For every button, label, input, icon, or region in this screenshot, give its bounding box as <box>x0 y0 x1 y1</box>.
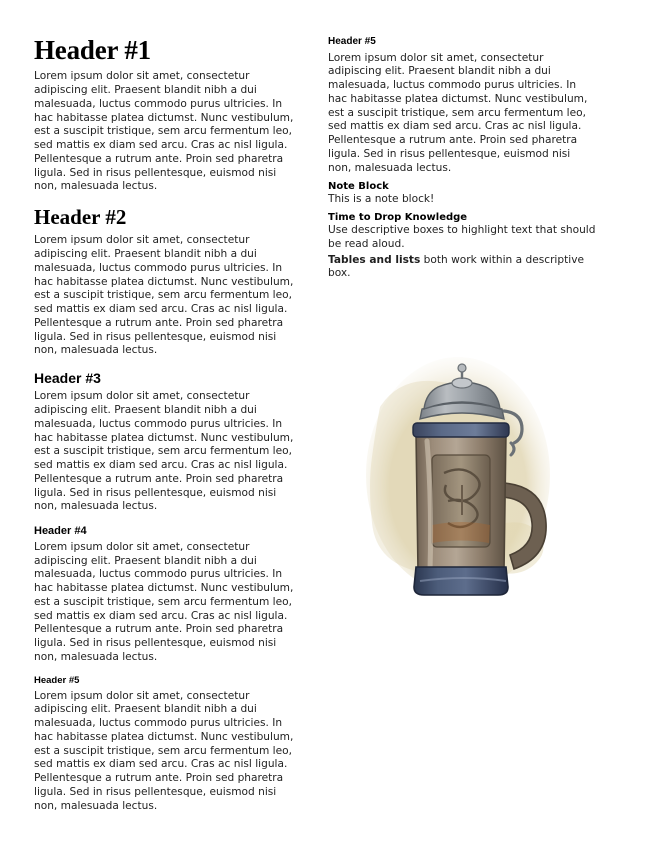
descriptive-block-title: Time to Drop Knowledge <box>328 212 468 224</box>
heading-level-2: Header #2 <box>34 205 127 230</box>
heading-level-1: Header #1 <box>34 35 151 65</box>
note-block <box>328 181 596 207</box>
two-column-layout <box>34 36 618 816</box>
paragraph-5: Lorem ipsum dolor sit amet, consectetur adipiscing elit. Praesent blandit nibh a dui malesuada, luctus commodo purus ultricies. In hac habitasse platea dictumst. Nunc vestibulum, est a suscipit tristique, sem arcu fermentum leo, sed mattis ex diam sed arcu. Cras ac nisl ligula. Pellentesque a rutrum ante. Proin sed pharetra ligula. Sed in risus pellentesque, euismod nisi non, malesuada lectus. <box>34 689 294 812</box>
descriptive-block-trailing <box>328 254 596 282</box>
paragraph-3: Lorem ipsum dolor sit amet, consectetur adipiscing elit. Praesent blandit nibh a dui malesuada, luctus commodo purus ultricies. In hac habitasse platea dictumst. Nunc vestibulum, est a suscipit tristique, sem arcu fermentum leo, sed mattis ex diam sed arcu. Cras ac nisl ligula. Pellentesque a rutrum ante. Proin sed pharetra ligula. Sed in risus pellentesque, euismod nisi non, malesuada lectus. <box>34 390 294 513</box>
right-column <box>328 36 596 615</box>
note-block-text: This is a note block! <box>328 193 435 206</box>
paragraph-1: Lorem ipsum dolor sit amet, consectetur adipiscing elit. Praesent blandit nibh a dui malesuada, luctus commodo purus ultricies. In hac habitasse platea dictumst. Nunc vestibulum, est a suscipit tristique, sem arcu fermentum leo, sed mattis ex diam sed arcu. Cras ac nisl ligula. Pellentesque a rutrum ante. Proin sed pharetra ligula. Sed in risus pellentesque, euismod nisi non, malesuada lectus. <box>34 70 294 193</box>
right-heading-level-5: Header #5 <box>328 36 376 47</box>
left-column <box>34 36 302 816</box>
descriptive-block <box>328 212 596 281</box>
descriptive-block-bold-lead: Tables and lists <box>328 253 421 266</box>
beer-stein-illustration <box>328 315 596 615</box>
heading-level-5: Header #5 <box>34 674 80 686</box>
beer-stein-icon <box>328 315 596 615</box>
heading-level-4: Header #4 <box>34 525 87 538</box>
descriptive-block-trailing-text: both work within a descriptive box. <box>328 253 584 280</box>
heading-level-3: Header #3 <box>34 370 101 387</box>
descriptive-block-text: Use descriptive boxes to highlight text that should be read aloud. <box>328 224 596 250</box>
paragraph-2: Lorem ipsum dolor sit amet, consectetur adipiscing elit. Praesent blandit nibh a dui malesuada, luctus commodo purus ultricies. In hac habitasse platea dictumst. Nunc vestibulum, est a suscipit tristique, sem arcu fermentum leo, sed mattis ex diam sed arcu. Cras ac nisl ligula. Pellentesque a rutrum ante. Proin sed pharetra ligula. Sed in risus pellentesque, euismod nisi non, malesuada lectus. <box>34 234 294 357</box>
note-block-title: Note Block <box>328 181 389 193</box>
right-paragraph: Lorem ipsum dolor sit amet, consectetur adipiscing elit. Praesent blandit nibh a dui malesuada, luctus commodo purus ultricies. In hac habitasse platea dictumst. Nunc vestibulum, est a suscipit tristique, sem arcu fermentum leo, sed mattis ex diam sed arcu. Cras ac nisl ligula. Pellentesque a rutrum ante. Proin sed pharetra ligula. Sed in risus pellentesque, euismod nisi non, malesuada lectus. <box>328 51 588 174</box>
paragraph-4: Lorem ipsum dolor sit amet, consectetur adipiscing elit. Praesent blandit nibh a dui malesuada, luctus commodo purus ultricies. In hac habitasse platea dictumst. Nunc vestibulum, est a suscipit tristique, sem arcu fermentum leo, sed mattis ex diam sed arcu. Cras ac nisl ligula. Pellentesque a rutrum ante. Proin sed pharetra ligula. Sed in risus pellentesque, euismod nisi non, malesuada lectus. <box>34 540 294 663</box>
